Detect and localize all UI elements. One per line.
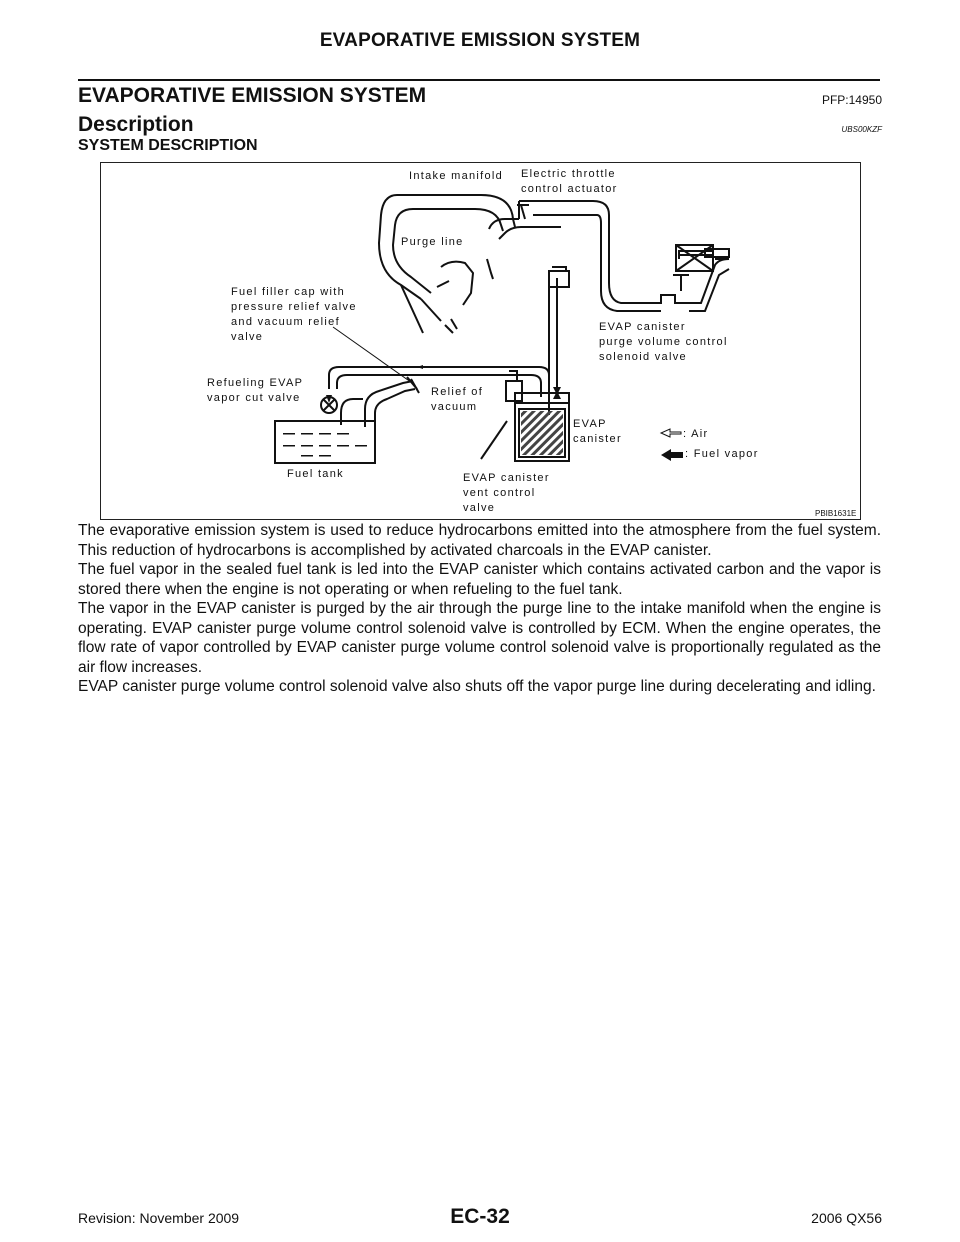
label-intake-manifold: Intake manifold	[409, 170, 504, 182]
legend-fuel-vapor-label: : Fuel vapor	[685, 448, 759, 460]
label-refueling-evap: Refueling EVAP vapor cut valve	[207, 377, 304, 404]
description-code: UBS00KZF	[841, 125, 882, 134]
label-evap-canister: EVAP canister	[573, 418, 622, 445]
footer-revision: Revision: November 2009	[78, 1210, 240, 1226]
label-purge-line: Purge line	[401, 236, 464, 248]
label-fuel-filler-cap: Fuel filler cap with pressure relief valve and vacuum relief valve	[231, 286, 357, 343]
label-electric-throttle: Electric throttle control actuator	[521, 168, 618, 195]
paragraph: The evaporative emission system is used to reduce hydrocarbons emitted into the atmosphere from the fuel system. This reduction of hydrocarbons is accomplished by activated charcoals in the EVAP canister.	[78, 522, 881, 559]
legend-air-label: : Air	[683, 428, 709, 440]
purge-line	[499, 227, 561, 239]
paragraph: EVAP canister purge volume control solenoid valve also shuts off the vapor purge line during decelerating and idling.	[78, 678, 876, 695]
section-code: PFP:14950	[821, 93, 882, 107]
description-body	[78, 521, 881, 697]
header-rule	[78, 79, 880, 81]
evap-system-diagram	[100, 162, 861, 520]
description-title: Description	[78, 113, 194, 136]
label-evap-purge-valve: EVAP canister purge volume control solenoid valve	[599, 321, 728, 363]
page-header-title: EVAPORATIVE EMISSION SYSTEM	[319, 30, 641, 51]
figure-code: PBIB1631E	[815, 509, 857, 518]
label-fuel-tank: Fuel tank	[287, 468, 344, 480]
footer-model: 2006 QX56	[811, 1210, 882, 1226]
paragraph: The fuel vapor in the sealed fuel tank is led into the EVAP canister which contains activated carbon and the vapor is stored there when the engine is not operating or when refueling to the fuel tank.	[78, 561, 881, 598]
evap-diagram-drawing	[101, 163, 860, 519]
label-relief-vacuum: Relief of vacuum	[431, 386, 484, 413]
system-description-title: SYSTEM DESCRIPTION	[78, 137, 258, 154]
page-number: EC-32	[450, 1205, 510, 1228]
paragraph: The vapor in the EVAP canister is purged by the air through the purge line to the intake manifold when the engine is operating. EVAP canister purge volume control solenoid valve is controlled by ECM. When the engine operates, the flow rate of vapor controlled by EVAP canister purge volume control solenoid valve is proportionally regulated as the air flow increases.	[78, 600, 881, 676]
label-vent-valve: EVAP canister vent control valve	[463, 472, 550, 514]
intake-manifold-top	[397, 195, 515, 227]
section-title: EVAPORATIVE EMISSION SYSTEM	[78, 84, 427, 107]
